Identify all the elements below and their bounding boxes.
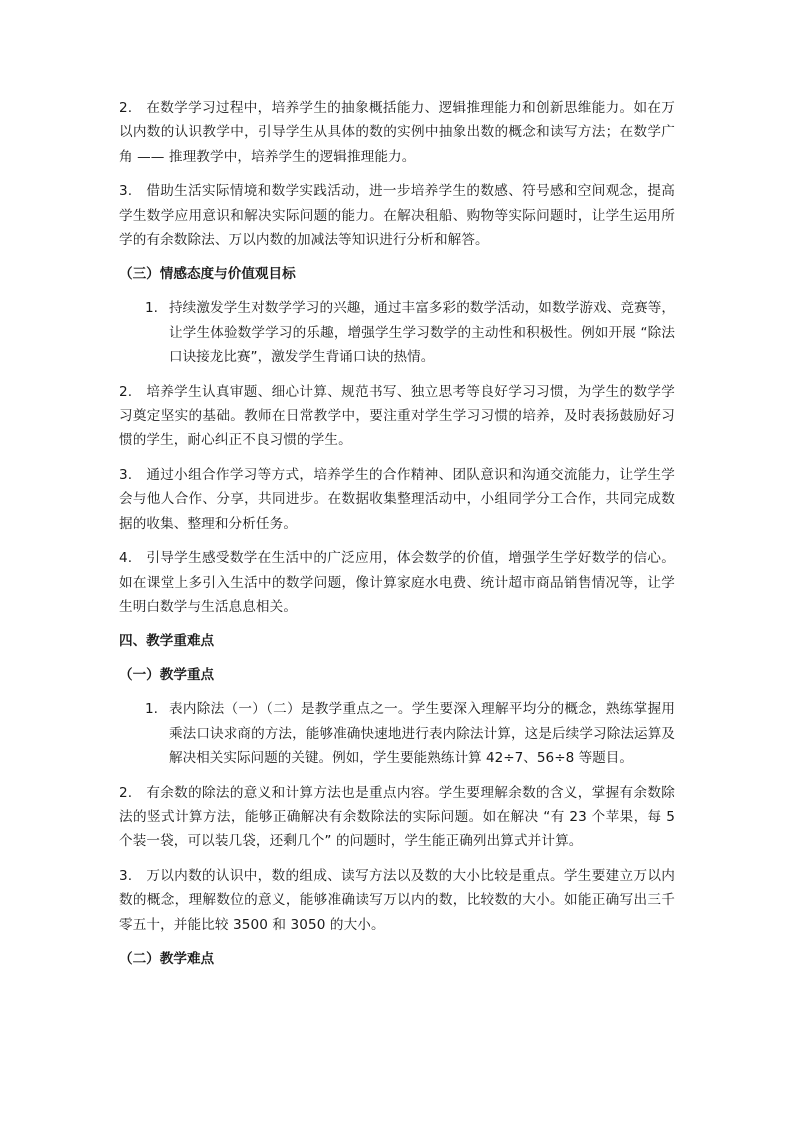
paragraph-ability-goal-2: 2. 在数学学习过程中，培养学生的抽象概括能力、逻辑推理能力和创新思维能力。如在万以内数的认识教学中，引导学生从具体的数的实例中抽象出数的概念和读写方法；在数学广角 —— 推理教学中，培养学生的逻辑推理能力。: [119, 100, 675, 165]
section-heading-key-points: （一）教学重点: [119, 667, 215, 684]
list-number: 1.: [145, 300, 158, 317]
list-item-text: 表内除法（一）（二）是教学重点之一。学生要深入理解平均分的概念，熟练掌握用乘法口诀求商的方法，能够准确快速地进行表内除法计算，这是后续学习除法运算及解决相关实际问题的关键。例如，学生要能熟练计算 42÷7、56÷8 等题目。: [169, 701, 675, 767]
document-body: [119, 96, 675, 981]
paragraph-ability-goal-3: 3. 借助生活实际情境和数学实践活动，进一步培养学生的数感、符号感和空间观念，提高学生数学应用意识和解决实际问题的能力。在解决租船、购物等实际问题时，让学生运用所学的有余数除法、万以内数的加减法等知识进行分析和解答。: [119, 183, 675, 249]
paragraph-attitude-3: 3. 通过小组合作学习等方式，培养学生的合作精神、团队意识和沟通交流能力，让学生学会与他人合作、分享，共同进步。在数据收集整理活动中，小组同学分工合作，共同完成数据的收集、整理和分析任务。: [119, 466, 675, 532]
list-item-key-point-1: [119, 697, 675, 770]
paragraph-key-point-3: 3. 万以内数的认识中，数的组成、读写方法以及数的大小比较是重点。学生要建立万以内数的概念，理解数位的意义，能够准确读写万以内的数，比较数的大小。如能正确写出三千零五十，并能比较 3500 和 3050 的大小。: [119, 867, 675, 933]
paragraph-attitude-2: 2. 培养学生认真审题、细心计算、规范书写、独立思考等良好学习习惯，为学生的数学学习奠定坚实的基础。教师在日常教学中，要注重对学生学习习惯的培养，及时表扬鼓励好习惯的学生，耐心纠正不良习惯的学生。: [119, 383, 675, 449]
section-heading-attitude-goals: （三）情感态度与价值观目标: [119, 266, 296, 283]
main-heading-key-difficult-points: 四、教学重难点: [119, 633, 215, 650]
paragraph-attitude-4: 4. 引导学生感受数学在生活中的广泛应用，体会数学的价值，增强学生学好数学的信心。如在课堂上多引入生活中的数学问题，像计算家庭水电费、统计超市商品销售情况等，让学生明白数学与生活息息相关。: [119, 550, 675, 615]
section-heading-difficult-points: （二）教学难点: [119, 950, 215, 967]
list-item-text: 持续激发学生对数学学习的兴趣，通过丰富多彩的数学活动，如数学游戏、竞赛等，让学生体验数学学习的乐趣，增强学生学习数学的主动性和积极性。例如开展 “除法口诀接龙比赛”，激发学生背诵口诀的热情。: [169, 300, 675, 366]
paragraph-key-point-2: 2. 有余数的除法的意义和计算方法也是重点内容。学生要理解余数的含义，掌握有余数除法的竖式计算方法，能够正确解决有余数除法的实际问题。如在解决 “有 23 个苹果，每 5 个装一袋，可以装几袋，还剩几个” 的问题时，学生能正确列出算式并计算。: [119, 784, 675, 850]
list-item-attitude-1: [119, 296, 675, 369]
list-number: 1.: [145, 701, 158, 718]
